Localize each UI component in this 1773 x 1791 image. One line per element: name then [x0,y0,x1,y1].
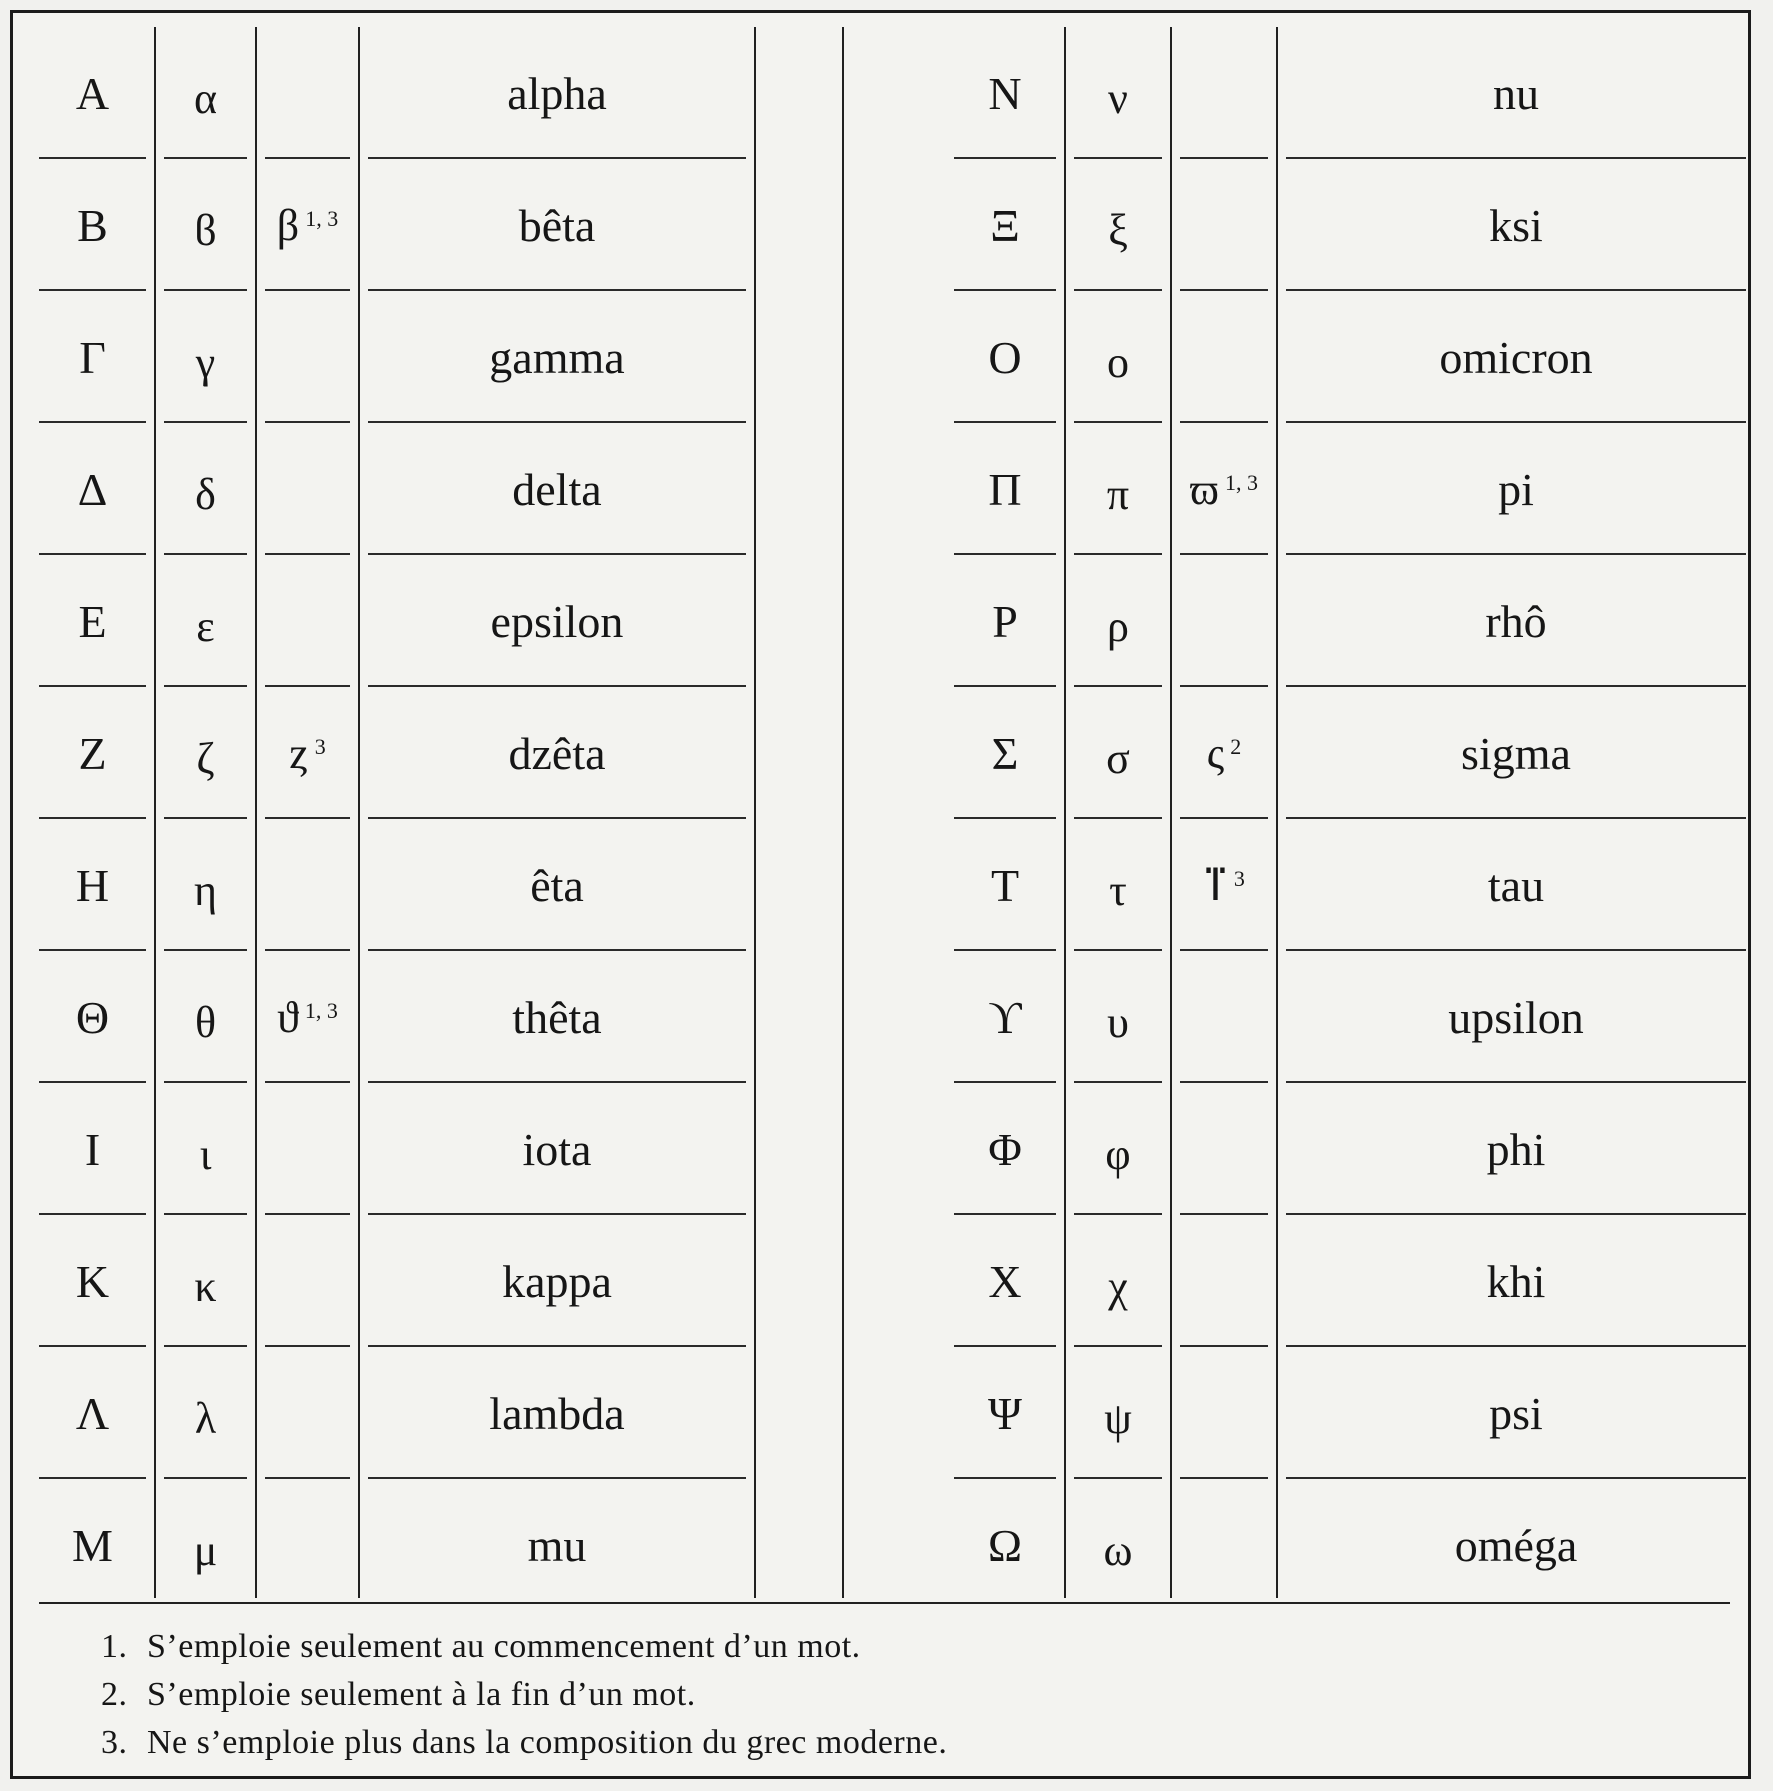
footnotes [101,1623,1701,1767]
table-row [31,819,844,951]
table-row [946,951,1754,1083]
lowercase-letter-text: θ [194,997,217,1047]
lowercase-letter-text: γ [195,337,216,387]
footnote-reference: 1, 3 [1224,470,1258,495]
variant-letter-text: ϑ [277,992,299,1042]
letter-name [360,951,754,1083]
uppercase-letter [946,1215,1064,1347]
variant-letter [1172,291,1276,423]
footnote [101,1719,1701,1767]
lowercase-letter-text: ρ [1107,601,1129,651]
letter-name-text: êta [530,859,584,911]
variant-letter [1172,1083,1276,1215]
uppercase-letter [946,159,1064,291]
letter-name [360,291,754,423]
uppercase-letter-text: Ξ [990,199,1020,251]
lowercase-letter [156,423,255,555]
variant-letter [1172,1479,1276,1611]
letter-name-text: thêta [512,991,602,1043]
uppercase-letter-text: Θ [75,991,110,1043]
letter-name [360,1083,754,1215]
lowercase-letter [1066,555,1170,687]
variant-letter [1172,27,1276,159]
letter-name-text: tau [1487,859,1545,911]
table-row [946,291,1754,423]
uppercase-letter [31,159,154,291]
variant-letter [1172,951,1276,1083]
uppercase-letter-text: Π [988,463,1022,515]
uppercase-letter [946,27,1064,159]
uppercase-letter-text: Ω [987,1519,1023,1571]
letter-name [360,1479,754,1611]
footnote-number: 3. [101,1724,128,1761]
variant-letter [1172,819,1276,951]
variant-letter-text: ȥ [289,728,309,778]
uppercase-letter [31,1083,154,1215]
lowercase-letter [156,291,255,423]
letter-name [360,1347,754,1479]
lowercase-letter-text: o [1107,337,1129,387]
table-row [946,159,1754,291]
table-row [31,423,844,555]
variant-letter [257,1479,358,1611]
table-row [946,1479,1754,1611]
letter-name-text: upsilon [1448,991,1584,1043]
letter-name [1278,555,1754,687]
uppercase-letter [946,423,1064,555]
uppercase-letter [31,27,154,159]
uppercase-letter [31,1479,154,1611]
table-bottom-rule [39,1602,1730,1604]
lowercase-letter [156,687,255,819]
lowercase-letter [1066,951,1170,1083]
left-table-block [31,27,844,1598]
uppercase-letter [31,1215,154,1347]
variant-letter [1172,159,1276,291]
variant-letter [257,1215,358,1347]
uppercase-letter [31,819,154,951]
variant-letter [257,1083,358,1215]
table-row [946,27,1754,159]
letter-name-text: gamma [489,331,625,383]
variant-letter [257,687,358,819]
uppercase-letter-text: Φ [988,1123,1022,1175]
alphabet-table-frame [10,10,1751,1779]
lowercase-letter-text: ι [199,1129,212,1179]
lowercase-letter [156,1479,255,1611]
letter-name-text: rhô [1485,595,1547,647]
variant-letter [257,819,358,951]
uppercase-letter [946,687,1064,819]
lowercase-letter [156,951,255,1083]
uppercase-letter [946,951,1064,1083]
footnote-number: 1. [101,1628,128,1665]
letter-name [360,555,754,687]
uppercase-letter-text: Z [78,727,107,779]
uppercase-letter-text: K [75,1255,110,1307]
letter-name-text: ksi [1489,199,1543,251]
letter-name [1278,819,1754,951]
lowercase-letter [156,555,255,687]
table-row [946,819,1754,951]
lowercase-letter-text: μ [193,1525,218,1575]
uppercase-letter [31,423,154,555]
footnote-text: S’emploie seulement au commencement d’un mot. [147,1628,861,1665]
uppercase-letter-text: Δ [77,463,108,515]
footnote-reference: 2 [1230,734,1242,759]
uppercase-letter-text: N [988,67,1022,119]
footnote [101,1671,1701,1719]
footnote [101,1623,1701,1671]
lowercase-letter [156,819,255,951]
letter-name-text: sigma [1461,727,1571,779]
lowercase-letter-text: χ [1108,1261,1128,1311]
uppercase-letter [946,819,1064,951]
lowercase-letter [1066,687,1170,819]
letter-name-text: alpha [507,67,607,119]
table-row [31,687,844,819]
uppercase-letter [946,291,1064,423]
uppercase-letter-text: H [75,859,110,911]
lowercase-letter-text: δ [195,469,216,519]
table-row [31,1083,844,1215]
variant-letter-text: β [276,200,300,250]
letter-name [1278,1479,1754,1611]
letter-name [1278,1347,1754,1479]
uppercase-letter-text: M [72,1519,113,1571]
lowercase-letter [1066,1479,1170,1611]
letter-name-text: kappa [502,1255,612,1307]
uppercase-letter [946,1479,1064,1611]
table-row [946,1215,1754,1347]
uppercase-letter-text: Ψ [988,1387,1022,1439]
uppercase-letter [946,555,1064,687]
uppercase-letter-text: P [992,595,1018,647]
letter-name-text: phi [1486,1123,1546,1175]
variant-letter [257,423,358,555]
variant-letter [1172,1347,1276,1479]
variant-letter [257,159,358,291]
uppercase-letter-text: Γ [79,331,106,383]
uppercase-letter [31,555,154,687]
uppercase-letter-text: A [75,67,110,119]
variant-letter-text: ϖ [1190,464,1219,514]
table-row [946,555,1754,687]
table-row [946,1347,1754,1479]
lowercase-letter [156,159,255,291]
letter-name [1278,27,1754,159]
lowercase-letter-text: ψ [1104,1393,1132,1443]
lowercase-letter [156,1083,255,1215]
variant-letter [257,1347,358,1479]
footnote-reference: 1, 3 [304,998,338,1023]
lowercase-letter [1066,1347,1170,1479]
lowercase-letter [1066,819,1170,951]
letter-name [1278,423,1754,555]
letter-name [1278,1215,1754,1347]
lowercase-letter [1066,27,1170,159]
lowercase-letter-text: υ [1107,997,1129,1047]
lowercase-letter-text: κ [194,1261,217,1311]
letter-name [1278,1083,1754,1215]
footnote-reference: 3 [314,734,326,759]
uppercase-letter-text: B [77,199,108,251]
uppercase-letter-text: O [988,331,1022,383]
lowercase-letter-text: η [193,865,217,915]
lowercase-letter-text: ζ [196,733,215,783]
uppercase-letter [31,951,154,1083]
letter-name [1278,951,1754,1083]
footnote-number: 2. [101,1676,128,1713]
variant-letter [257,291,358,423]
table-row [31,159,844,291]
uppercase-letter-text: T [990,859,1020,911]
lowercase-letter [1066,291,1170,423]
lowercase-letter [1066,1215,1170,1347]
lowercase-letter-text: π [1106,469,1130,519]
lowercase-letter-text: ν [1108,73,1128,123]
letter-name-text: epsilon [490,595,624,647]
uppercase-letter-text: Λ [75,1387,110,1439]
lowercase-letter [1066,159,1170,291]
lowercase-letter-text: ω [1103,1525,1133,1575]
table-row [31,1479,844,1611]
letter-name [360,1215,754,1347]
lowercase-letter-text: φ [1105,1129,1131,1179]
letter-name [360,423,754,555]
lowercase-letter-text: α [193,73,218,123]
lowercase-letter [1066,423,1170,555]
footnote-text: S’emploie seulement à la fin d’un mot. [147,1676,696,1713]
variant-letter [1172,687,1276,819]
table-row [946,423,1754,555]
letter-name [360,819,754,951]
table-row [31,1215,844,1347]
lowercase-letter [156,1215,255,1347]
letter-name-text: psi [1489,1387,1543,1439]
variant-letter [257,27,358,159]
uppercase-letter-text: Σ [991,727,1019,779]
footnote-text: Ne s’emploie plus dans la composition du grec moderne. [147,1724,948,1761]
variant-letter [1172,555,1276,687]
right-table-block [946,27,1754,1598]
uppercase-letter [31,687,154,819]
footnote-reference: 1, 3 [305,206,339,231]
lowercase-letter-text: λ [194,1393,217,1443]
lowercase-letter [156,1347,255,1479]
letter-name [1278,687,1754,819]
variant-letter [1172,423,1276,555]
uppercase-letter [31,291,154,423]
table-row [946,1083,1754,1215]
table-row [31,27,844,159]
letter-name-text: nu [1493,67,1539,119]
variant-letter-text: ς [1206,728,1225,778]
table-row [31,555,844,687]
letter-name-text: mu [527,1519,587,1571]
lowercase-letter-text: ε [196,601,215,651]
table-row [946,687,1754,819]
footnote-reference: 3 [1233,866,1245,891]
uppercase-letter-text: ϒ [988,991,1022,1043]
letter-name-text: bêta [518,199,596,251]
table-row [31,291,844,423]
uppercase-letter [946,1083,1064,1215]
uppercase-letter-text: I [84,1123,101,1175]
uppercase-letter-text: X [988,1255,1022,1307]
letter-name-text: delta [512,463,602,515]
lowercase-letter-text: τ [1109,865,1127,915]
lowercase-letter-text: ξ [1108,205,1128,255]
letter-name [360,159,754,291]
letter-name-text: oméga [1454,1519,1578,1571]
uppercase-letter [946,1347,1064,1479]
variant-letter [1172,1215,1276,1347]
lowercase-letter [1066,1083,1170,1215]
letter-name [360,687,754,819]
uppercase-letter-text: E [78,595,107,647]
lowercase-letter-text: ϐ [194,205,217,255]
letter-name [360,27,754,159]
letter-name [1278,291,1754,423]
table-row [31,951,844,1083]
letter-name-text: pi [1498,463,1534,515]
uppercase-letter [31,1347,154,1479]
letter-name-text: dzêta [508,727,606,779]
lowercase-letter [156,27,255,159]
table-row [31,1347,844,1479]
letter-name [1278,159,1754,291]
lowercase-letter-text: σ [1106,733,1130,783]
variant-letter [257,951,358,1083]
letter-name-text: lambda [489,1387,625,1439]
letter-name-text: khi [1486,1255,1546,1307]
letter-name-text: iota [522,1123,592,1175]
letter-name-text: omicron [1439,331,1593,383]
variant-letter-text: ⴶ [1203,860,1228,910]
variant-letter [257,555,358,687]
